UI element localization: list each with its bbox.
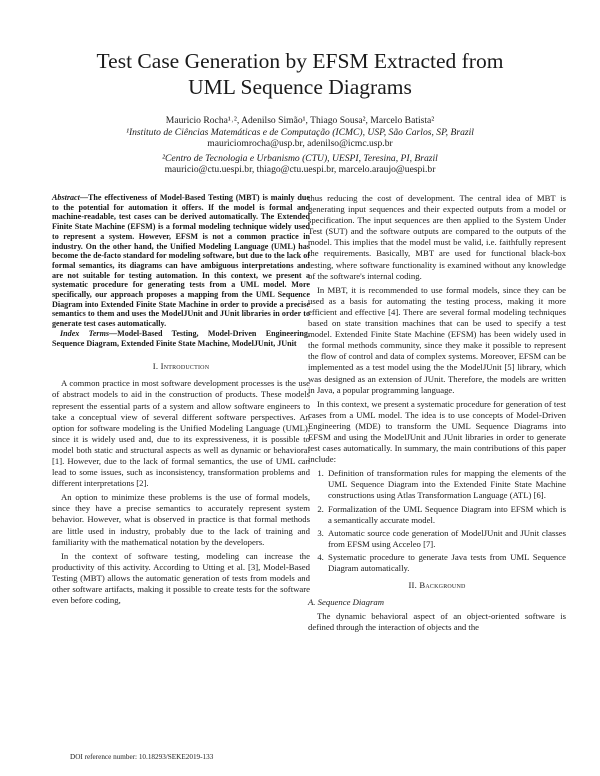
intro-paragraph-1: A common practice in most software development processes is the use of abstract models to aid in the construction of products. These models represent the essential parts of a system and allow software engineers to take a conceptual view of several different software perspectives. An option for software modeling is the Unified Modeling Language (UML), since it is widely used and, due to its expressiveness, it is possible to model both static and structural aspects as well as dynamic or behavioral [1]. However, due to the lack of formal semantics, the use of UML can lead to some issues, such as inconsistency, transformation problems and different interpretations [2]. — [52, 378, 310, 489]
contributions-list — [308, 468, 566, 574]
affiliation-1: ¹Instituto de Ciências Matemáticas e de Computação (ICMC), USP, São Carlos, SP, Brazil — [126, 126, 474, 138]
left-column — [52, 193, 310, 609]
paper-title — [40, 48, 560, 100]
abstract — [52, 193, 310, 329]
abstract-text: —The effectiveness of Model-Based Testing (MBT) is mainly due to the potential for automation it offers. If the model is formal and machine-readable, test cases can be derived automatically. The Extended Finite State Machine (EFSM) is a formal modeling technique widely used to represent a system. However, EFSM is not a common practice in industry. On the other hand, the Unified Modeling Language (UML) has become the de-facto standard for modeling software, but due to the lack of formal semantics, its diagrams can have ambiguous interpretations and are not suitable for testing automation. In this context, we present a systematic procedure for generating tests from a UML model. More specifically, our approach proposes a mapping from the UML Sequence Diagram into Extended Finite State Machine in order to provide a precise semantics to them and uses the ModelJUnit and JUnit libraries in order to generate test cases automatically. — [52, 193, 310, 329]
index-terms — [52, 329, 310, 348]
section-heading-background: II. Background — [408, 580, 466, 591]
section-heading-introduction: I. Introduction — [152, 361, 210, 372]
list-item: 3. Automatic source code generation of ModelJUnit and JUnit classes from EFSM using Acceleo [7]. — [326, 528, 566, 550]
right-column — [308, 193, 566, 636]
title-line-2: UML Sequence Diagrams — [188, 75, 412, 99]
emails-2: mauricio@ctu.uespi.br, thiago@ctu.uespi.br, marcelo.araujo@uespi.br — [164, 164, 436, 175]
list-item: 1. Definition of transformation rules for mapping the elements of the UML Sequence Diagram into the Extended Finite State Machine constructions using Atlas Transformation Language (ATL) [6]. — [326, 468, 566, 501]
emails-1: mauriciomrocha@usp.br, adenilso@icmc.usp.br — [207, 138, 393, 149]
list-item: 4. Systematic procedure to generate Java tests from UML Sequence Diagram automatically. — [326, 552, 566, 574]
intro-paragraph-3: In the context of software testing, modeling can increase the productivity of this activity. According to Utting et al. [3], Model-Based Testing (MBT) allows the automatic generation of tests from models and other software artifacts, making it possible to create tests for the software even before coding, — [52, 550, 310, 606]
title-line-1: Test Case Generation by EFSM Extracted from — [96, 49, 504, 73]
doi-footnote: DOI reference number: 10.18293/SEKE2019-133 — [70, 753, 214, 761]
background-paragraph-1: The dynamic behavioral aspect of an object-oriented software is defined through the interaction of objects and the — [308, 611, 566, 633]
list-item: 2. Formalization of the UML Sequence Diagram into EFSM which is a semantically accurate model. — [326, 504, 566, 526]
intro-paragraph-2: An option to minimize these problems is the use of formal models, since they have a precise semantics to accurately represent system behavior. However, what is observed in practice is that formal methods are little used in industry, probably due to the lack of training and familiarity with the mathematical notation by the developers. — [52, 492, 310, 547]
intro-paragraph-5: In MBT, it is recommended to use formal models, since they can be used as a basis for automating the testing process, making it more efficient and effective [4]. There are several formal modeling techniques based on state transition machines that can be used to specify a test model. Extended Finite State Machine (EFSM) has been widely used in the formal methods community, since they make it possible to represent the flow of control and data of complex systems. Moreover, EFSM can be implemented as a test model using the the ModelJUnit [5] library, which was designed as an extension of JUnit. Therefore, the models are written in Java, a popular programming language. — [308, 284, 566, 395]
affiliation-2: ²Centro de Tecnologia e Urbanismo (CTU), UESPI, Teresina, PI, Brazil — [162, 152, 438, 164]
abstract-label: Abstract — [52, 193, 80, 202]
intro-paragraph-6: In this context, we present a systematic procedure for generation of test cases from a UML model. The idea is to use concepts of Model-Driven Engineering (MDE) to transform the UML Sequence Diagrams into EFSM and using the ModelJUnit and JUnit libraries in order to generate test cases automatically. In summary, the main contributions of this paper include: — [308, 398, 566, 465]
index-terms-text: —Model-Based Testing, Model-Driven Engineering, Sequence Diagram, Extended Finite State Machine, ModelJUnit, JUnit — [52, 328, 310, 348]
authors-line: Mauricio Rocha¹˒², Adenilso Simão¹, Thiago Sousa², Marcelo Batista² — [165, 115, 435, 126]
index-terms-label: Index Terms — [60, 328, 110, 338]
author-block — [40, 115, 560, 176]
subsection-heading-sequence-diagram: A. Sequence Diagram — [308, 597, 384, 608]
intro-paragraph-4: thus reducing the cost of development. The central idea of MBT is generating input sequences and their expected outputs from a model or specification. The input sequences are then applied to the System Under Test (SUT) and the software outputs are compared to the outputs of the model. This implies that the model must be valid, i.e. faithfully represent the requirements. Basically, MBT are used for functional black-box testing, where software functionality is examined without any knowledge of the software's internal coding. — [308, 193, 566, 281]
